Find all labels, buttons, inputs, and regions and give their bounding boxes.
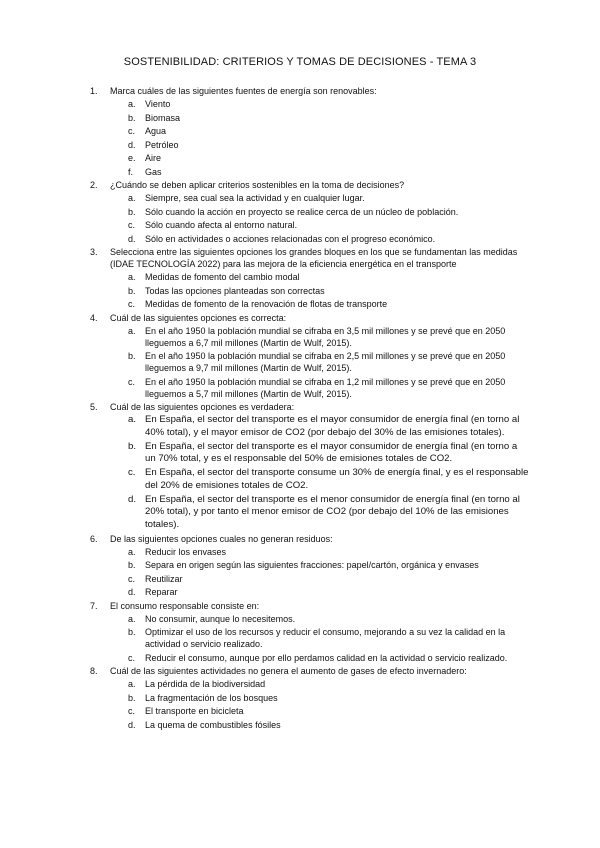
option-text: Medidas de fomento de la renovación de flotas de transporte (145, 299, 388, 309)
answer-option (128, 414, 530, 439)
option-text: En España, el sector del transporte es el mayor consumidor de energía final (en torno al 40% total), y el mayor emisor de CO2 (por debajo del 30% de las emisiones totales). (145, 414, 520, 438)
option-text: No consumir, aunque lo necesitemos. (145, 613, 296, 624)
question-text: Marca cuáles de las siguientes fuentes de energía son renovables: (110, 86, 377, 96)
answer-option (128, 219, 530, 231)
answer-option (128, 139, 530, 151)
option-text: Sólo cuando afecta al entorno natural. (145, 220, 298, 230)
question-text: Cuál de las siguientes opciones es correcta: (110, 312, 287, 323)
option-text: Separa en origen según las siguientes fracciones: papel/cartón, orgánica y envases (145, 560, 479, 570)
option-text: En el año 1950 la población mundial se cifraba en 3,5 mil millones y se prevé que en 2050 lleguemos a 6,7 mil millones (Martin de Wulf, 2015). (145, 325, 506, 348)
option-text: Sólo cuando la acción en proyecto se realice cerca de un núcleo de población. (145, 206, 459, 217)
question-number: 3. (90, 247, 98, 257)
option-letter: c. (128, 376, 136, 387)
question-item (90, 600, 530, 664)
option-letter: d. (128, 719, 136, 730)
option-letter: a. (128, 546, 136, 557)
question-number: 5. (90, 402, 98, 412)
question-item (90, 665, 530, 731)
option-text: Reducir el consumo, aunque por ello perdamos calidad en la actividad o servicio realizado. (145, 652, 508, 663)
answer-option (128, 271, 530, 283)
option-text: Agua (145, 126, 167, 136)
question-text: Selecciona entre las siguientes opciones los grandes bloques en los que se fundamentan las medidas (IDAE TECNOLOGÍA 2022) para las mejora de la eficiencia energética en el transporte (110, 247, 518, 269)
option-list (90, 325, 530, 400)
option-list (90, 613, 530, 664)
question-text: De las siguientes opciones cuales no generan residuos: (110, 533, 333, 544)
question-number: 7. (90, 600, 98, 611)
question-item (90, 533, 530, 599)
option-letter: d. (128, 493, 137, 505)
option-letter: b. (128, 627, 136, 637)
option-letter: d. (128, 139, 136, 150)
answer-option (128, 613, 530, 625)
option-text: El transporte en bicicleta (145, 706, 244, 716)
answer-option (128, 546, 530, 558)
option-letter: d. (128, 233, 136, 244)
answer-option (128, 350, 530, 374)
answer-option (128, 441, 530, 466)
option-text: En España, el sector del transporte es el mayor consumidor de energía final (en torno a un 70% total, y es el responsable del 50% de emisiones totales de CO2. (145, 440, 518, 464)
option-text: Reparar (145, 587, 178, 597)
answer-option (128, 112, 530, 124)
answer-option (128, 586, 530, 598)
option-text: Medidas de fomento del cambio modal (145, 272, 300, 282)
answer-option (128, 233, 530, 245)
option-letter: b. (128, 112, 136, 123)
option-text: En España, el sector del transporte consume un 30% de energía final, y es el responsable del 20% de emisiones totales de CO2. (145, 467, 529, 491)
answer-option (128, 573, 530, 585)
option-text: En España, el sector del transporte es el menor consumidor de energía final (en torno al 20% total), y por tanto el menor emisor de CO2 (por debajo del 10% de las emisiones totales). (145, 493, 520, 530)
option-text: Siempre, sea cual sea la actividad y en cualquier lugar. (145, 193, 365, 203)
option-letter: a. (128, 99, 136, 109)
question-item (90, 312, 530, 400)
option-letter: c. (128, 299, 136, 309)
answer-option (128, 678, 530, 690)
option-text: Sólo en actividades o acciones relacionadas con el progreso económico. (145, 233, 436, 244)
option-letter: f. (128, 166, 134, 177)
option-letter: b. (128, 440, 137, 452)
option-text: La fragmentación de los bosques (145, 692, 278, 703)
option-letter: b. (128, 206, 136, 217)
option-letter: c. (128, 573, 136, 584)
option-letter: a. (128, 679, 136, 689)
option-letter: a. (128, 325, 136, 336)
answer-option (128, 559, 530, 571)
question-number: 2. (90, 180, 98, 190)
question-list (90, 85, 530, 732)
question-item (90, 401, 530, 531)
option-list (90, 192, 530, 245)
page-title: SOSTENIBILIDAD: CRITERIOS Y TOMAS DE DECISIONES - TEMA 3 (123, 56, 477, 68)
question-number: 6. (90, 533, 98, 544)
question-number: 8. (90, 666, 98, 676)
option-letter: a. (128, 414, 137, 425)
option-list (90, 414, 530, 531)
option-letter: c. (128, 220, 136, 230)
answer-option (128, 285, 530, 297)
option-text: La quema de combustibles fósiles (145, 719, 281, 730)
option-letter: a. (128, 272, 136, 282)
question-item (90, 246, 530, 310)
question-number: 4. (90, 312, 98, 323)
option-letter: c. (128, 467, 136, 478)
option-letter: b. (128, 692, 136, 703)
option-text: Biomasa (145, 112, 181, 123)
question-item (90, 85, 530, 178)
answer-option (128, 125, 530, 137)
question-text: ¿Cuándo se deben aplicar criterios sostenibles en la toma de decisiones? (110, 180, 405, 190)
question-number: 1. (90, 86, 98, 96)
option-letter: a. (128, 613, 136, 624)
option-text: Reducir los envases (145, 546, 227, 557)
answer-option (128, 376, 530, 400)
option-letter: b. (128, 285, 136, 296)
answer-option (128, 692, 530, 704)
option-text: En el año 1950 la población mundial se cifraba en 2,5 mil millones y se prevé que en 2050 lleguemos a 9,7 mil millones (Martin de Wulf, 2015). (145, 351, 506, 373)
option-text: Petróleo (145, 139, 179, 150)
question-text: Cuál de las siguientes actividades no genera el aumento de gases de efecto invernadero: (110, 666, 467, 676)
answer-option (128, 298, 530, 310)
option-text: La pérdida de la biodiversidad (145, 679, 266, 689)
option-letter: c. (128, 652, 136, 663)
option-letter: b. (128, 560, 136, 570)
answer-option (128, 705, 530, 717)
option-text: Aire (145, 153, 162, 163)
answer-option (128, 467, 530, 492)
option-text: Optimizar el uso de los recursos y reducir el consumo, mejorando a su vez la calidad en la actividad o servicio realizado. (145, 627, 506, 649)
option-letter: c. (128, 126, 136, 136)
answer-option (128, 626, 530, 650)
answer-option (128, 192, 530, 204)
option-text: En el año 1950 la población mundial se cifraba en 1,2 mil millones y se prevé que en 2050 lleguemos a 5,7 mil millones (Martin de Wulf, 2015). (145, 376, 506, 399)
answer-option (128, 98, 530, 110)
option-letter: e. (128, 153, 136, 163)
option-text: Todas las opciones planteadas son correctas (145, 285, 325, 296)
option-list (90, 98, 530, 178)
question-text: El consumo responsable consiste en: (110, 600, 260, 611)
answer-option (128, 166, 530, 178)
option-text: Viento (145, 99, 171, 109)
answer-option (128, 719, 530, 731)
option-list (90, 678, 530, 731)
option-text: Reutilizar (145, 573, 183, 584)
answer-option (128, 652, 530, 664)
option-list (90, 271, 530, 310)
answer-option (128, 152, 530, 164)
question-item (90, 179, 530, 245)
option-letter: d. (128, 587, 136, 597)
option-text: Gas (145, 166, 162, 177)
option-list (90, 546, 530, 599)
answer-option (128, 325, 530, 349)
answer-option (128, 206, 530, 218)
answer-option (128, 494, 530, 532)
question-text: Cuál de las siguientes opciones es verdadera: (110, 402, 295, 412)
option-letter: c. (128, 706, 136, 716)
option-letter: b. (128, 351, 136, 361)
option-letter: a. (128, 193, 136, 203)
